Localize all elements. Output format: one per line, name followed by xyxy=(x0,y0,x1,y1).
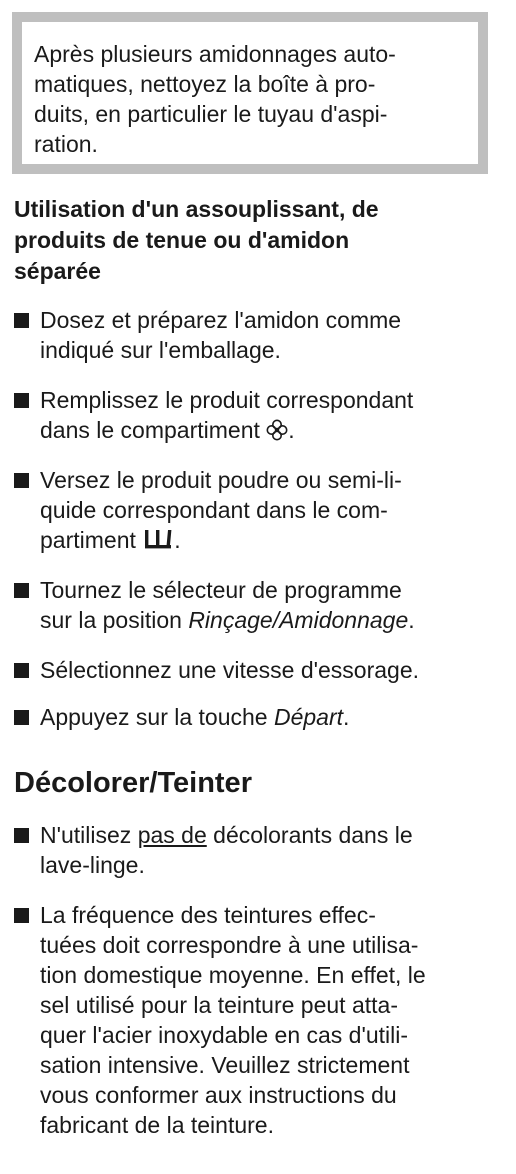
note-box xyxy=(12,12,488,174)
list-item-text-part: Appuyez sur la touche xyxy=(40,704,274,730)
note-line: Après plusieurs amidonnages auto- xyxy=(34,41,396,67)
softener-flower-icon xyxy=(266,419,288,441)
button-name: Départ xyxy=(273,704,344,730)
list-item-text: sation intensive. Veuillez strictement xyxy=(40,1052,410,1078)
list-item-text: vous conformer aux instructions du xyxy=(40,1082,397,1108)
list-item-text: Remplissez le produit correspondant xyxy=(40,387,414,413)
section-title: Décolorer/Teinter xyxy=(14,767,252,799)
subheading-line: produits de tenue ou d'amidon xyxy=(14,227,350,253)
bullet-square-icon xyxy=(14,710,29,725)
list-item-text: Dosez et préparez l'amidon comme xyxy=(40,307,402,333)
list-item-text-part: . xyxy=(343,704,350,730)
list-item-text-part: . xyxy=(408,607,415,633)
subheading-line: Utilisation d'un assouplissant, de xyxy=(14,196,379,222)
list-item-text xyxy=(40,820,508,850)
list-item-text: fabricant de la teinture. xyxy=(40,1112,274,1138)
list-item-text: tuées doit correspondre à une utilisa- xyxy=(40,932,419,958)
bullet-square-icon xyxy=(14,473,29,488)
list-item-text: quer l'acier inoxydable en cas d'utili- xyxy=(40,1022,409,1048)
bullet-square-icon xyxy=(14,828,29,843)
list-item-text xyxy=(40,605,508,635)
list-item-text-part: . xyxy=(288,417,295,443)
list-item-text: Sélectionnez une vitesse d'essorage. xyxy=(40,657,420,683)
list-item-text xyxy=(40,525,508,555)
list-item-text-part: sur la position xyxy=(40,607,189,633)
bullet-square-icon xyxy=(14,908,29,923)
bullet-square-icon xyxy=(14,313,29,328)
list-item-text xyxy=(40,415,508,445)
list-item-text: indiqué sur l'emballage. xyxy=(40,337,281,363)
subheading-line: séparée xyxy=(14,258,101,284)
note-line: duits, en particulier le tuyau d'aspi- xyxy=(34,101,388,127)
program-name: Rinçage/Amidonnage xyxy=(188,607,409,633)
note-text xyxy=(34,39,484,159)
list-item-text-part: décolorants dans le xyxy=(206,822,413,848)
note-line: ration. xyxy=(34,131,98,157)
list-item-text: sel utilisé pour la teinture peut atta- xyxy=(40,992,398,1018)
list-item-text xyxy=(40,702,508,732)
subheading xyxy=(14,194,504,287)
list-item-text-part: partiment xyxy=(40,527,143,553)
note-line: matiques, nettoyez la boîte à pro- xyxy=(34,71,376,97)
list-item-text: lave-linge. xyxy=(40,852,145,878)
bullet-square-icon xyxy=(14,393,29,408)
list-item-text: La fréquence des teintures effec- xyxy=(40,902,376,928)
list-item-text-part: dans le compartiment xyxy=(40,417,267,443)
list-item-text-part: . xyxy=(174,527,181,553)
list-item-text: tion domestique moyenne. En effet, le xyxy=(40,962,426,988)
bullet-square-icon xyxy=(14,663,29,678)
emphasis-underline: pas de xyxy=(137,822,207,848)
list-item-text: Tournez le sélecteur de programme xyxy=(40,577,402,603)
bullet-square-icon xyxy=(14,583,29,598)
list-item-text: quide correspondant dans le com- xyxy=(40,497,388,523)
powder-compartment-icon xyxy=(142,528,174,550)
list-item-text: Versez le produit poudre ou semi-li- xyxy=(40,467,402,493)
list-item-text-part: N'utilisez xyxy=(40,822,138,848)
